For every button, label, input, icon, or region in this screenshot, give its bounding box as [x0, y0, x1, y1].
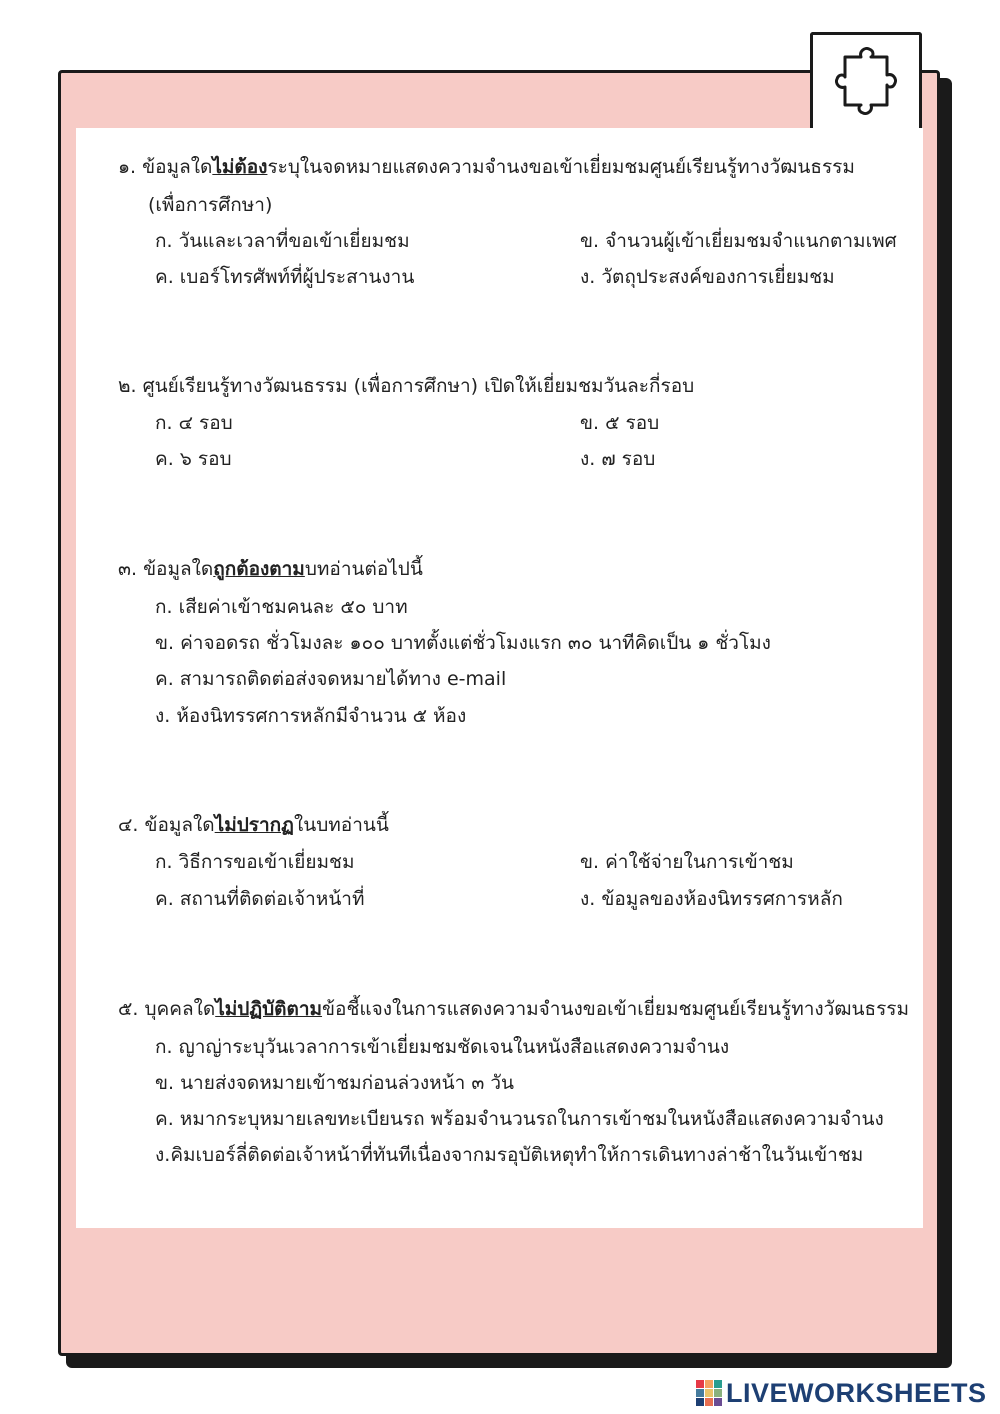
q2-option-c[interactable]: ค. ๖ รอบ: [155, 448, 232, 470]
q5-option-d[interactable]: ง.คิมเบอร์ลี่ติดต่อเจ้าหน้าที่ทันทีเนื่องจากมรอุบัติเหตุทำให้การเดินทางล่าช้าในวันเข้าชม: [155, 1144, 864, 1166]
question-1-text: [118, 154, 855, 180]
puzzle-icon: [831, 47, 903, 129]
question-1-text-cont: (เพื่อการศึกษา): [148, 194, 273, 216]
liveworksheets-brand: LIVEWORKSHEETS: [726, 1377, 987, 1408]
q5-option-a[interactable]: ก. ญาญ่าระบุวันเวลาการเข้าเยี่ยมชมชัดเจนในหนังสือแสดงความจำนง: [155, 1036, 730, 1058]
question-4-highlight: ไม่ปรากฏ: [214, 814, 294, 836]
question-2-text: ๒. ศูนย์เรียนรู้ทางวัฒนธรรม (เพื่อการศึกษา) เปิดให้เยี่ยมชมวันละกี่รอบ: [118, 375, 695, 397]
q4-option-b[interactable]: ข. ค่าใช้จ่ายในการเข้าชม: [580, 851, 794, 873]
q1-option-b[interactable]: ข. จำนวนผู้เข้าเยี่ยมชมจำแนกตามเพศ: [580, 230, 897, 252]
question-3-suffix: บทอ่านต่อไปนี้: [304, 558, 423, 580]
q3-option-c[interactable]: ค. สามารถติดต่อส่งจดหมายได้ทาง e-mail: [155, 668, 507, 690]
question-1-highlight: ไม่ต้อง: [212, 156, 268, 178]
puzzle-tab: [810, 32, 922, 140]
q3-option-d[interactable]: ง. ห้องนิทรรศการหลักมีจำนวน ๕ ห้อง: [155, 705, 467, 727]
question-3-text: [118, 556, 423, 582]
liveworksheets-logo-icon: [696, 1380, 722, 1406]
q1-option-c[interactable]: ค. เบอร์โทรศัพท์ที่ผู้ประสานงาน: [155, 266, 415, 288]
q3-option-b[interactable]: ข. ค่าจอดรถ ชั่วโมงละ ๑๐๐ บาทตั้งแต่ชั่วโมงแรก ๓๐ นาทีคิดเป็น ๑ ชั่วโมง: [155, 632, 771, 654]
question-4-prefix: ๔. ข้อมูลใด: [118, 814, 215, 836]
question-4-text: [118, 812, 389, 838]
q5-option-c[interactable]: ค. หมากระบุหมายเลขทะเบียนรถ พร้อมจำนวนรถในการเข้าชมในหนังสือแสดงความจำนง: [155, 1108, 884, 1130]
q2-option-b[interactable]: ข. ๕ รอบ: [580, 412, 660, 434]
q4-option-c[interactable]: ค. สถานที่ติดต่อเจ้าหน้าที่: [155, 888, 365, 910]
question-1-prefix: ๑. ข้อมูลใด: [118, 156, 213, 178]
q5-option-b[interactable]: ข. นายส่งจดหมายเข้าชมก่อนล่วงหน้า ๓ วัน: [155, 1072, 515, 1094]
q2-option-a[interactable]: ก. ๔ รอบ: [155, 412, 233, 434]
question-5-text: [118, 996, 909, 1022]
question-3-highlight: ถูกต้องตาม: [213, 558, 305, 580]
q1-option-a[interactable]: ก. วันและเวลาที่ขอเข้าเยี่ยมชม: [155, 230, 410, 252]
question-1-suffix: ระบุในจดหมายแสดงความจำนงขอเข้าเยี่ยมชมศูนย์เรียนรู้ทางวัฒนธรรม: [267, 156, 855, 178]
question-5-prefix: ๕. บุคคลใด: [118, 998, 216, 1020]
liveworksheets-logo[interactable]: [696, 1376, 987, 1410]
q2-option-d[interactable]: ง. ๗ รอบ: [580, 448, 656, 470]
question-4-suffix: ในบทอ่านนี้: [293, 814, 389, 836]
q3-option-a[interactable]: ก. เสียค่าเข้าชมคนละ ๕๐ บาท: [155, 596, 408, 618]
q1-option-d[interactable]: ง. วัตถุประสงค์ของการเยี่ยมชม: [580, 266, 835, 288]
q4-option-d[interactable]: ง. ข้อมูลของห้องนิทรรศการหลัก: [580, 888, 843, 910]
question-5-highlight: ไม่ปฏิบัติตาม: [215, 998, 323, 1020]
question-5-suffix: ข้อชี้แจงในการแสดงความจำนงขอเข้าเยี่ยมชมศูนย์เรียนรู้ทางวัฒนธรรม: [322, 998, 910, 1020]
q4-option-a[interactable]: ก. วิธีการขอเข้าเยี่ยมชม: [155, 851, 355, 873]
question-3-prefix: ๓. ข้อมูลใด: [118, 558, 214, 580]
